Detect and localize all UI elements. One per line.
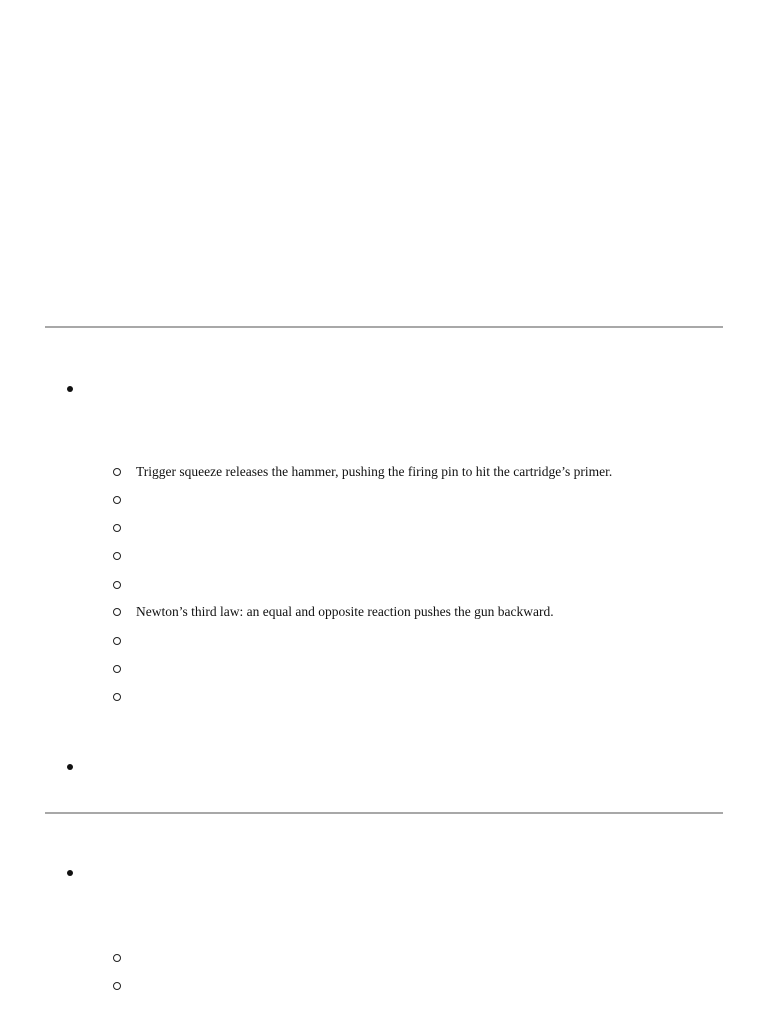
list-item bbox=[113, 464, 612, 480]
list-item bbox=[113, 548, 136, 564]
hollow-bullet-icon bbox=[113, 693, 121, 701]
hollow-bullet-icon bbox=[113, 954, 121, 962]
hollow-bullet-icon bbox=[113, 608, 121, 616]
hollow-bullet-icon bbox=[113, 665, 121, 673]
hollow-bullet-icon bbox=[113, 524, 121, 532]
list-item bbox=[113, 633, 136, 649]
horizontal-divider-2 bbox=[45, 812, 723, 814]
list-item bbox=[113, 661, 136, 677]
list-item-text: Newton’s third law: an equal and opposite reaction pushes the gun backward. bbox=[136, 604, 554, 619]
list-item bbox=[113, 577, 136, 593]
bullet-marker bbox=[67, 386, 73, 392]
hollow-bullet-icon bbox=[113, 552, 121, 560]
list-item bbox=[113, 689, 136, 705]
list-item bbox=[113, 520, 136, 536]
hollow-bullet-icon bbox=[113, 637, 121, 645]
list-item bbox=[113, 492, 136, 508]
bullet-marker bbox=[67, 870, 73, 876]
hollow-bullet-icon bbox=[113, 581, 121, 589]
list-item bbox=[113, 604, 554, 620]
hollow-bullet-icon bbox=[113, 982, 121, 990]
bullet-marker bbox=[67, 764, 73, 770]
list-item bbox=[113, 950, 136, 966]
horizontal-divider-1 bbox=[45, 326, 723, 328]
list-item-text: Trigger squeeze releases the hammer, pushing the firing pin to hit the cartridge’s primer. bbox=[136, 464, 613, 479]
hollow-bullet-icon bbox=[113, 496, 121, 504]
list-item bbox=[113, 978, 136, 994]
hollow-bullet-icon bbox=[113, 468, 121, 476]
